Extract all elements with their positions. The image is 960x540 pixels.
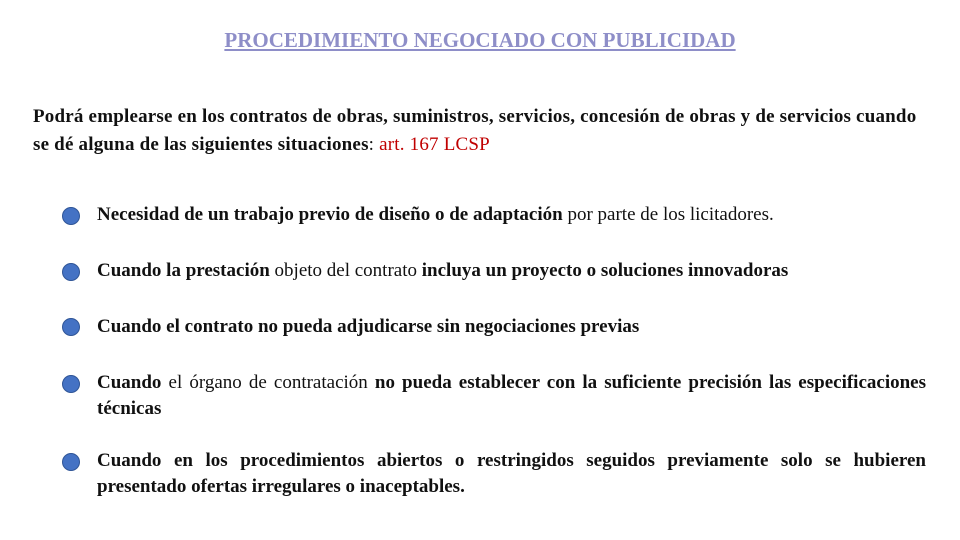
item-bold-text: Cuando en los procedimientos abiertos o restringidos seguidos previamente solo se hubieren presentado ofertas irregulares o inaceptables. <box>97 450 926 497</box>
list-item <box>97 258 926 284</box>
intro-separator: : <box>368 134 380 155</box>
list-item <box>97 202 926 228</box>
bullet-icon <box>62 318 80 336</box>
item-text: el órgano de contratación <box>161 372 375 393</box>
item-text: objeto del contrato <box>269 260 422 281</box>
intro-text: Podrá emplearse en los contratos de obras, suministros, servicios, concesión de obras y de servicios cuando se dé alguna de las siguientes situaciones <box>33 106 917 155</box>
bullet-icon <box>62 207 80 225</box>
list-item <box>97 314 926 340</box>
list-item <box>97 370 926 422</box>
item-bold-text: incluya un proyecto o soluciones innovadoras <box>421 260 789 281</box>
page-title: PROCEDIMIENTO NEGOCIADO CON PUBLICIDAD <box>224 28 736 52</box>
bullet-icon <box>62 375 80 393</box>
item-bold-text: Cuando <box>97 372 162 393</box>
bullet-icon <box>62 263 80 281</box>
legal-reference: art. 167 LCSP <box>379 134 490 155</box>
item-bold-text: no pueda establecer con la suficiente precisión las especificaciones técnicas <box>97 372 926 419</box>
item-bold-text: Cuando la prestación <box>97 260 270 281</box>
item-text: por parte de los licitadores. <box>562 204 774 225</box>
intro-paragraph <box>33 103 928 159</box>
item-bold-text: Necesidad de un trabajo previo de diseño o de adaptación <box>97 204 563 225</box>
item-bold-text: Cuando el contrato no pueda adjudicarse sin negociaciones previas <box>97 316 640 337</box>
list-item <box>97 448 926 500</box>
bullet-icon <box>62 453 80 471</box>
